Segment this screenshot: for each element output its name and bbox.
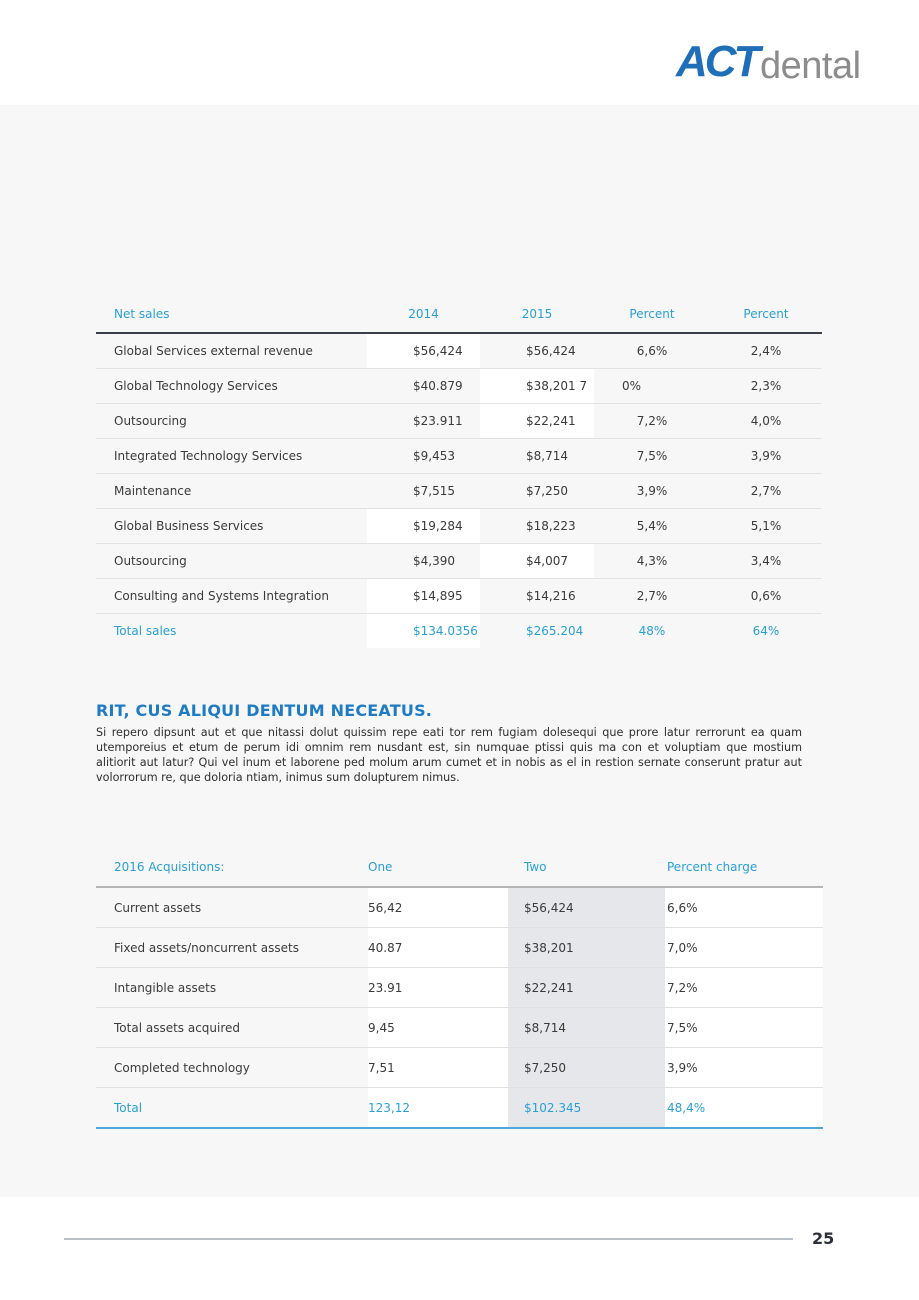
table-header-row bbox=[96, 848, 823, 887]
value-two: $8,714 bbox=[508, 1008, 665, 1048]
page-number: 25 bbox=[812, 1229, 835, 1248]
value-one: 56,42 bbox=[368, 887, 508, 928]
column-header: Percent bbox=[594, 295, 710, 333]
percent-value: 0,6% bbox=[710, 579, 822, 614]
row-label: Global Technology Services bbox=[96, 369, 367, 404]
column-header: Percent charge bbox=[665, 848, 823, 887]
value-2014: $9,453 bbox=[367, 439, 480, 474]
row-label: Outsourcing bbox=[96, 544, 367, 579]
percent-charge: 3,9% bbox=[665, 1048, 823, 1088]
value-two: $38,201 bbox=[508, 928, 665, 968]
value-2015: $22,241 bbox=[480, 404, 594, 439]
table-row bbox=[96, 968, 823, 1008]
row-label: Maintenance bbox=[96, 474, 367, 509]
total-label: Total sales bbox=[114, 624, 177, 638]
table-row bbox=[96, 439, 822, 474]
percent-value: 6,6% bbox=[594, 333, 710, 369]
row-label: Fixed assets/noncurrent assets bbox=[96, 928, 368, 968]
percent-value: 2,3% bbox=[710, 369, 822, 404]
value-one: 9,45 bbox=[368, 1008, 508, 1048]
row-label: Completed technology bbox=[96, 1048, 368, 1088]
logo-act-text: ACT bbox=[676, 37, 758, 86]
table-row bbox=[96, 1048, 823, 1088]
percent-value: 5,4% bbox=[594, 509, 710, 544]
section-paragraph: Si repero dipsunt aut et que nitassi dolut quissim repe eati tor rem fugiam dolesequi que prore latur rerrorunt ea quam utemporeius et etum de perum idi omnim rem nusdant est, sin numquae ptissi quis ma con et voluptiam que mostium alitiorit aut latur? Qui vel inum et laborene ped molum arum cumet et in nobis as el in restion sernate conserunt pratur aut volorrorum re, que doloria ntiam, inimus sum dolupturem nimus. bbox=[96, 726, 802, 784]
value-2015: $8,714 bbox=[480, 439, 594, 474]
section-heading: RIT, CUS ALIQUI DENTUM NECEATUS. bbox=[96, 701, 433, 720]
column-header: 2014 bbox=[367, 295, 480, 333]
percent-value: 2,7% bbox=[594, 579, 710, 614]
table-row bbox=[96, 887, 823, 928]
value-2014: $19,284 bbox=[367, 509, 480, 544]
value-2015: $56,424 bbox=[480, 333, 594, 369]
row-label: Global Services external revenue bbox=[96, 333, 367, 369]
percent-charge: 7,0% bbox=[665, 928, 823, 968]
percent-value: 3,9% bbox=[594, 474, 710, 509]
table-row bbox=[96, 404, 822, 439]
act-dental-logo bbox=[676, 37, 861, 90]
percent-value: 4,3% bbox=[594, 544, 710, 579]
net-sales-table bbox=[96, 295, 822, 648]
value-2015: $18,223 bbox=[480, 509, 594, 544]
value-two: $56,424 bbox=[508, 887, 665, 928]
percent-charge: 6,6% bbox=[665, 887, 823, 928]
total-one: 123,12 bbox=[368, 1088, 508, 1129]
value-two: $7,250 bbox=[508, 1048, 665, 1088]
total-2015: $265.204 bbox=[526, 624, 584, 638]
row-label: Total assets acquired bbox=[96, 1008, 368, 1048]
value-2014: $14,895 bbox=[367, 579, 480, 614]
value-2014: $23.911 bbox=[367, 404, 480, 439]
table-row bbox=[96, 579, 822, 614]
table-row bbox=[96, 333, 822, 369]
column-header: 2015 bbox=[480, 295, 594, 333]
value-2015: $14,216 bbox=[480, 579, 594, 614]
footer-divider bbox=[64, 1238, 793, 1240]
table-row bbox=[96, 509, 822, 544]
row-label: Outsourcing bbox=[96, 404, 367, 439]
column-header: Two bbox=[508, 848, 665, 887]
percent-value: 0% bbox=[594, 369, 710, 404]
table-row bbox=[96, 1008, 823, 1048]
row-label: Integrated Technology Services bbox=[96, 439, 367, 474]
value-2015: $38,201 7 bbox=[480, 369, 594, 404]
percent-charge: 7,2% bbox=[665, 968, 823, 1008]
table-row bbox=[96, 544, 822, 579]
total-percent: 48% bbox=[638, 624, 666, 638]
percent-value: 5,1% bbox=[710, 509, 822, 544]
logo-dental-text: dental bbox=[760, 45, 861, 87]
acquisitions-table bbox=[96, 848, 823, 1129]
percent-value: 3,9% bbox=[710, 439, 822, 474]
value-2014: $7,515 bbox=[367, 474, 480, 509]
value-one: 40.87 bbox=[368, 928, 508, 968]
value-one: 7,51 bbox=[368, 1048, 508, 1088]
value-2014: $4,390 bbox=[367, 544, 480, 579]
column-header: Net sales bbox=[96, 295, 367, 333]
table-row bbox=[96, 928, 823, 968]
value-2014: $40.879 bbox=[367, 369, 480, 404]
total-2014: $134.0356 bbox=[367, 614, 480, 649]
table-row bbox=[96, 369, 822, 404]
percent-value: 4,0% bbox=[710, 404, 822, 439]
row-label: Intangible assets bbox=[96, 968, 368, 1008]
percent-value: 2,4% bbox=[710, 333, 822, 369]
column-header: Percent bbox=[710, 295, 822, 333]
total-percent-charge: 48,4% bbox=[665, 1088, 823, 1129]
value-2015: $7,250 bbox=[480, 474, 594, 509]
total-label: Total bbox=[96, 1088, 368, 1129]
total-row bbox=[96, 614, 822, 649]
column-header: One bbox=[368, 848, 508, 887]
table-row bbox=[96, 474, 822, 509]
row-label: Global Business Services bbox=[96, 509, 367, 544]
value-2014: $56,424 bbox=[367, 333, 480, 369]
percent-value: 7,2% bbox=[594, 404, 710, 439]
percent-charge: 7,5% bbox=[665, 1008, 823, 1048]
row-label: Current assets bbox=[96, 887, 368, 928]
total-two: $102.345 bbox=[508, 1088, 665, 1129]
value-two: $22,241 bbox=[508, 968, 665, 1008]
total-row bbox=[96, 1088, 823, 1129]
total-percent: 64% bbox=[752, 624, 780, 638]
table-header-row bbox=[96, 295, 822, 333]
value-2015: $4,007 bbox=[480, 544, 594, 579]
value-one: 23.91 bbox=[368, 968, 508, 1008]
percent-value: 2,7% bbox=[710, 474, 822, 509]
percent-value: 7,5% bbox=[594, 439, 710, 474]
column-header: 2016 Acquisitions: bbox=[96, 848, 368, 887]
percent-value: 3,4% bbox=[710, 544, 822, 579]
row-label: Consulting and Systems Integration bbox=[96, 579, 367, 614]
